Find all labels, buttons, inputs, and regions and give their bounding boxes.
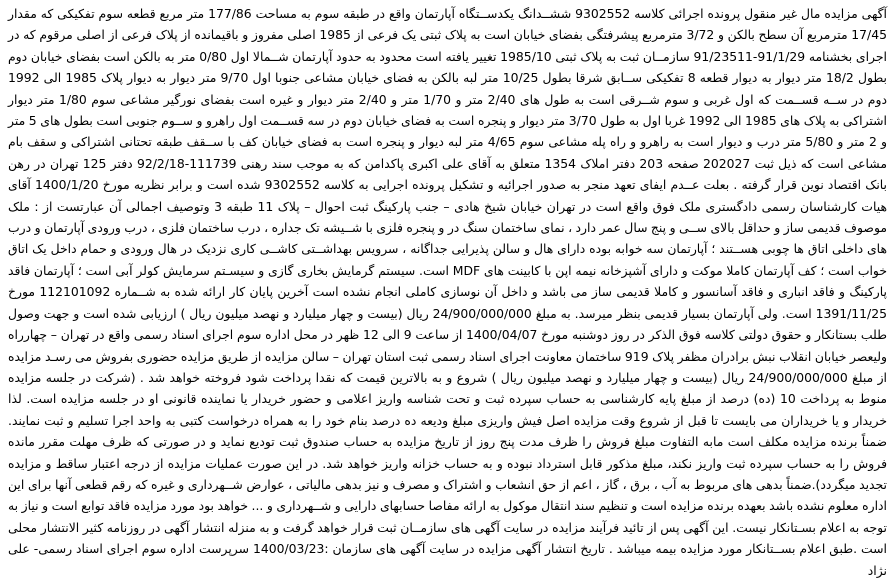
auction-notice-text: آگهی مزایده مال غیر منقول پرونده اجرائی کلاسه 9302552 ششــدانگ یکدســتگاه آپارتمان واقع در طبقه سوم به مساحت 177/86 متر مربع قطعه سوم تفکیکی که مقدار 17/45 مترمربع آن سطح بالکن و 3/72 مترمربع پیشرفتگی بفضای خیابان است به پلاک ثبتی یک فرعی از 1985 اصلی مفروز و باقیمانده از پلاک فرعی از اصلی مرقوم که در اجرای بخشنامه 91/1/29-91/23511 سازمــان ثبت به پلاک ثبتی 1985/10 تغییر یافته است محدود به حدود آپارتمان شــمالا اول 0/80 متر به بالکن است بفضای خیابان دوم بطول 18/2 متر دیوار به دیوار قطعه 8 تفکیکی ســابق شرقا بطول 10/25 متر لبه بالکن به فضای خیابان مشاعی جنوبا اول 9/70 متر دیوار به دیوار پلاک 1985 الی 1992 دوم در ســه قســمت که اول غربی و سوم شــرقی است به طول های 2/40 متر و 1/70 متر و 2/40 متر دیوار و غیره است بفضای نورگیر مشاعی سوم 1/80 متر دیوار اشتراکی به پلاک های 1985 الی 1992 غربا اول به طول 3/70 متر دیوار و پنجره است به فضای خیابان دوم در سه قســمت اول راهرو و ســوم جنوبی است بطول های 5 متر و 2 متر و 5/80 متر درب و دیوار است به راهرو و راه پله مشاعی سوم 4/65 متر لبه دیوار و پنجره است به فضای خیابان کف با ســقف طبقه تحتانی اشتراکی و سقف بام مشاعی است که ذیل ثبت 202027 صفحه 203 دفتر املاک 1354 متعلق به آقای علی اکبری پاکدامن که به موجب سند رهنی 111739-92/2/18 دفتر 125 تهران در رهن بانک اقتصاد نوین قرار گرفته . بعلت عــدم ایفای تعهد منجر به صدور اجرائیه و تشکیل پرونده اجرایی به کلاسه 9302552 شده است و برابر نظریه مورخ 1400/1/20 آقای هیات کارشناسان رسمی دادگستری ملک فوق واقع است در تهران خیابان شیخ هادی – جنب پارکینگ ثبت احوال – پلاک 11 طبقه 3 وتوصیف اجمالی آن عبارتست از : ملک موصوف قدیمی ساز و حداقل بالای ســی و پنج سال عمر دارد ، نمای ساختمان سنگ در و پنجره فلزی با شــیشه تک جداره ، درب ساختمان فلزی ، درب ورودی آپارتمان و درب های داخلی اتاق ها چوبی هســتند ؛ آپارتمان سه خوابه بوده دارای هال و سالن پذیرایی جداگانه ، سرویس بهداشــتی کاشــی کاری نزدیک در هال ورودی و حمام داخل یک اتاق خواب است ؛ کف آپارتمان کاملا موکت و دارای آشپزخانه نیمه اپن با کابینت های MDF است. سیستم گرمایش بخاری گازی و سیسـتم سرمایش کولر آبی است ؛ آپارتمان فاقد پارکینگ و فاقد انباری و فاقد آسانسور و کاملا قدیمی ساز می باشد و داخل آن نوسازی کاملی انجام نشده است آخرین پایان کار ارائه شده به شــماره 112101092 مورخ 1391/11/25 است. ولی آپارتمان بسیار قدیمی بنظر میرسد. به مبلغ 24/900/000/000 ریال (بیست و چهار میلیارد و نهصد میلیون ریال ) ارزیابی شده است و جهت وصول طلب بستانکار و حقوق دولتی کلاسه فوق الذکر در روز دوشنبه مورخ 1400/04/07 از ساعت 9 الی 12 ظهر در محل اداره سوم اجرای اسناد رسمی واقع در تهران – چهارراه ولیعصر خیابان انقلاب نبش برادران مظفر پلاک 919 ساختمان معاونت اجرای اسناد رسمی ثبت استان تهران – سالن مزایده از طریق مزایده حضوری بفروش می رسـد مزایده از مبلغ 24/900/000/000 ریال (بیست و چهار میلیارد و نهصد میلیون ریال ) شروع و به بالاترین قیمت که نقدا پرداخت شود فروخته خواهد شد . (شرکت در جلسه مزایده منوط به پرداخت 10 (ده) درصد از مبلغ پایه کارشناسی به حساب سپرده ثبت و تحت شناسه واریز اعلامی و حضور خریدار یا نماینده قانونی او در جلسه مزایده است. لذا خریدار و یا خریداران می بایست تا قبل از شروع وقت مزایده اصل فیش واریزی مبلغ ودیعه ده درصد بنام خود را به همراه درخواست کتبی به واحد اجرا تسلیم و ثبت نمایند. ضمناً برنده مزایده مکلف است مابه التفاوت مبلغ فروش را ظرف مدت پنج روز از تاریخ مزایده به حساب صندوق ثبت تودیع نماید و در صورتی که ظرف مهلت مقرر مانده فروش را به حساب سپرده ثبت واریز نکند، مبلغ مذکور قابل استرداد نبوده و به حساب خزانه واریز خواهد شد. در این صورت عملیات مزایده از درجه اعتبار ساقط و مزایده تجدید میگردد).ضمناً بدهی های مربوط به آب ، برق ، گاز ، اعم از حق انشعاب و اشتراک و مصرف و نیز بدهی مالیاتی ، عوارض شــهرداری و غیره که رقم قطعی آنها برای این اداره معلوم نشده باشد بعهده برنده مزایده است و تنظیم سند انتقال موکول به ارائه مفاصا حسابهای دارایی و شــهرداری و ... خواهد بود مورد مزایده فاقد توابع است و نیاز به توجه به اعلام بسـتانکار نیست. این آگهی پس از تائید فرآیند مزایده در سایت آگهی های سازمــان ثبت قرار خواهد گرفت و به منزله انتشار آگهی در روزنامه کثیر الانتشار محلی است .طبق اعلام بســتانکار مورد مزایده بیمه میباشد . تاریخ انتشار آگهی مزایده در سایت آگهی های سازمان :1400/03/23 سرپرست اداره سوم اجرای اسناد رسمی- علی نژاد [8,6,888,578]
